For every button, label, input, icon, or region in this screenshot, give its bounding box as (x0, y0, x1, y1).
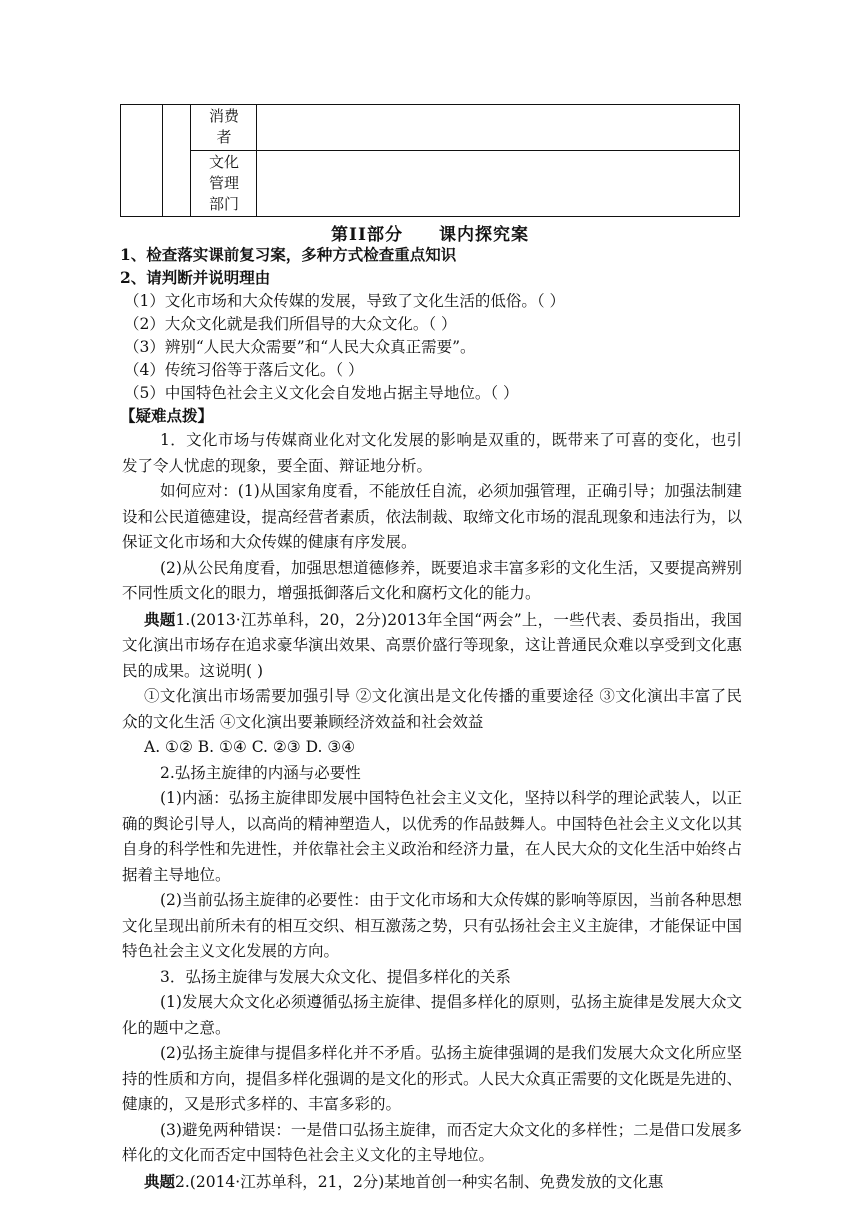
table-cell-consumer: 消费者 (208, 107, 239, 146)
question-1 (122, 607, 742, 685)
para-3: (2)从公民角度看，加强思想道德修养，既要追求丰富多彩的文化生活，又要提高辨别不同性质文化的眼力，增强抵御落后文化和腐朽文化的能力。 (122, 558, 742, 602)
para-7: 3．弘扬主旋律与发展大众文化、提倡多样化的关系 (160, 967, 511, 986)
heading-2: 2、请判断并说明理由 (120, 268, 271, 287)
table-border-left (120, 104, 121, 217)
explanation-body (122, 428, 742, 1195)
table-border-right (739, 104, 740, 217)
section-name: 课内探究案 (438, 225, 529, 245)
section-title (0, 220, 860, 245)
table-col-divider-2 (190, 104, 191, 217)
para-5: (1)内涵：弘扬主旋律即发展中国特色社会主义文化，坚持以科学的理论武装人，以正确的舆论引导人，以高尚的精神塑造人，以优秀的作品鼓舞人。中国特色社会主义文化以其自身的科学性和先进性，并依靠社会主义政治和经济力量，在人民大众的文化生活中始终占据着主导地位。 (122, 789, 743, 884)
judgement-1: （1）文化市场和大众传媒的发展，导致了文化生活的低俗。（ ） (124, 292, 566, 310)
difficulty-heading: 【疑难点拨】 (120, 406, 214, 425)
para-6: (2)当前弘扬主旋律的必要性：由于文化市场和大众传媒的影响等原因，当前各种思想文化呈现出前所未有的相互交织、相互激荡之势，只有弘扬社会主义主旋律，才能保证中国特色社会主义文化发展的方向。 (122, 891, 743, 960)
table-border-bottom (120, 216, 740, 217)
question-2 (122, 1169, 742, 1196)
para-1: 1．文化市场与传媒商业化对文化发展的影响是双重的，既带来了可喜的变化，也引发了令人忧虑的现象，要全面、辩证地分析。 (122, 431, 742, 475)
judgement-5: （5）中国特色社会主义文化会自发地占据主导地位。（ ） (124, 384, 519, 402)
table-row-divider (190, 150, 740, 151)
para-9: (2)弘扬主旋律与提倡多样化并不矛盾。弘扬主旋律强调的是我们发展大众文化所应坚持的性质和方向，提倡多样化强调的是文化的形式。人民大众真正需要的文化既是先进的、健康的，又是形式多样的、丰富多彩的。 (122, 1044, 743, 1113)
table-border-top (120, 104, 740, 105)
para-2: 如何应对：(1)从国家角度看，不能放任自流，必须加强管理，正确引导；加强法制建设和公民道德建设，提高经营者素质，依法制裁、取缔文化市场的混乱现象和违法行为，以保证文化市场和大众传媒的健康有序发展。 (122, 482, 743, 551)
table-col-divider-1 (162, 104, 163, 217)
question-1-label: 典题 (144, 609, 176, 629)
para-10: (3)避免两种错误：一是借口弘扬主旋律，而否定大众文化的多样性；二是借口发展多样化的文化而否定中国特色社会主义文化的主导地位。 (122, 1120, 742, 1164)
question-1-choices: A. ①② B. ①④ C. ②③ D. ③④ (144, 738, 356, 756)
para-4: 2.弘扬主旋律的内涵与必要性 (160, 763, 361, 782)
table-cell-culture-admin: 文化管理部门 (208, 153, 239, 213)
question-1-options: ①文化演出市场需要加强引导 ②文化演出是文化传播的重要途径 ③文化演出丰富了民众的文化生活 ④文化演出要兼顾经济效益和社会效益 (122, 687, 742, 731)
judgement-4: （4）传统习俗等于落后文化。（ ） (124, 361, 364, 379)
question-2-text: 2.(2014·江苏单科，21，2分)某地首创一种实名制、免费发放的文化惠 (175, 1172, 664, 1191)
judgement-2: （2）大众文化就是我们所倡导的大众文化。（ ） (124, 315, 457, 333)
table-fragment (120, 104, 740, 217)
question-2-label: 典题 (144, 1171, 176, 1191)
question-1-text: 1.(2013·江苏单科，20，2分)2013年全国“两会”上，一些代表、委员指出，我国文化演出市场存在追求豪华演出效果、高票价盛行等现象，这让普通民众难以享受到文化惠民的成果。这说明( ) (122, 610, 743, 680)
para-8: (1)发展大众文化必须遵循弘扬主旋律、提倡多样化的原则，弘扬主旋律是发展大众文化的题中之意。 (122, 993, 742, 1037)
heading-1: 1、检查落实课前复习案，多种方式检查重点知识 (120, 245, 457, 264)
table-col-divider-3 (256, 104, 257, 217)
section-part: 第II部分 (331, 225, 403, 245)
judgement-3: （3）辨别“人民大众需要”和“人民大众真正需要”。 (124, 338, 476, 356)
